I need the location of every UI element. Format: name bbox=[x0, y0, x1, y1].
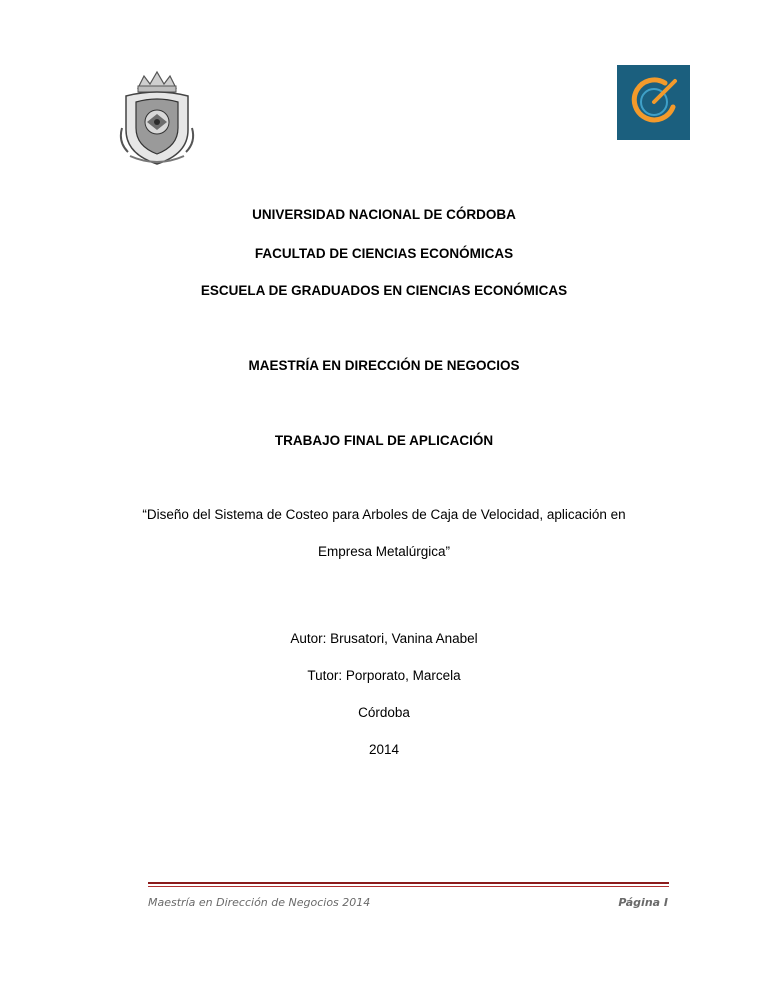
school-logo-icon bbox=[617, 65, 690, 140]
footer-rule-thin bbox=[148, 886, 669, 887]
program-name: MAESTRÍA EN DIRECCIÓN DE NEGOCIOS bbox=[248, 358, 520, 373]
faculty-name: FACULTAD DE CIENCIAS ECONÓMICAS bbox=[254, 246, 514, 261]
thesis-title-line-1: “Diseño del Sistema de Costeo para Arboles de Caja de Velocidad, aplicación en bbox=[142, 507, 626, 522]
year: 2014 bbox=[368, 742, 400, 757]
footer-rule bbox=[148, 882, 669, 884]
author: Autor: Brusatori, Vanina Anabel bbox=[290, 631, 478, 646]
city: Córdoba bbox=[358, 705, 410, 720]
tutor: Tutor: Porporato, Marcela bbox=[307, 668, 461, 683]
university-name: UNIVERSIDAD NACIONAL DE CÓRDOBA bbox=[252, 207, 516, 222]
university-crest-icon bbox=[116, 68, 198, 168]
footer-program: Maestría en Dirección de Negocios 2014 bbox=[148, 896, 371, 909]
thesis-title-line-2: Empresa Metalúrgica” bbox=[317, 544, 451, 559]
school-name: ESCUELA DE GRADUADOS EN CIENCIAS ECONÓMICAS bbox=[200, 283, 568, 298]
footer-page-number: Página I bbox=[618, 896, 668, 909]
work-type: TRABAJO FINAL DE APLICACIÓN bbox=[274, 433, 494, 448]
